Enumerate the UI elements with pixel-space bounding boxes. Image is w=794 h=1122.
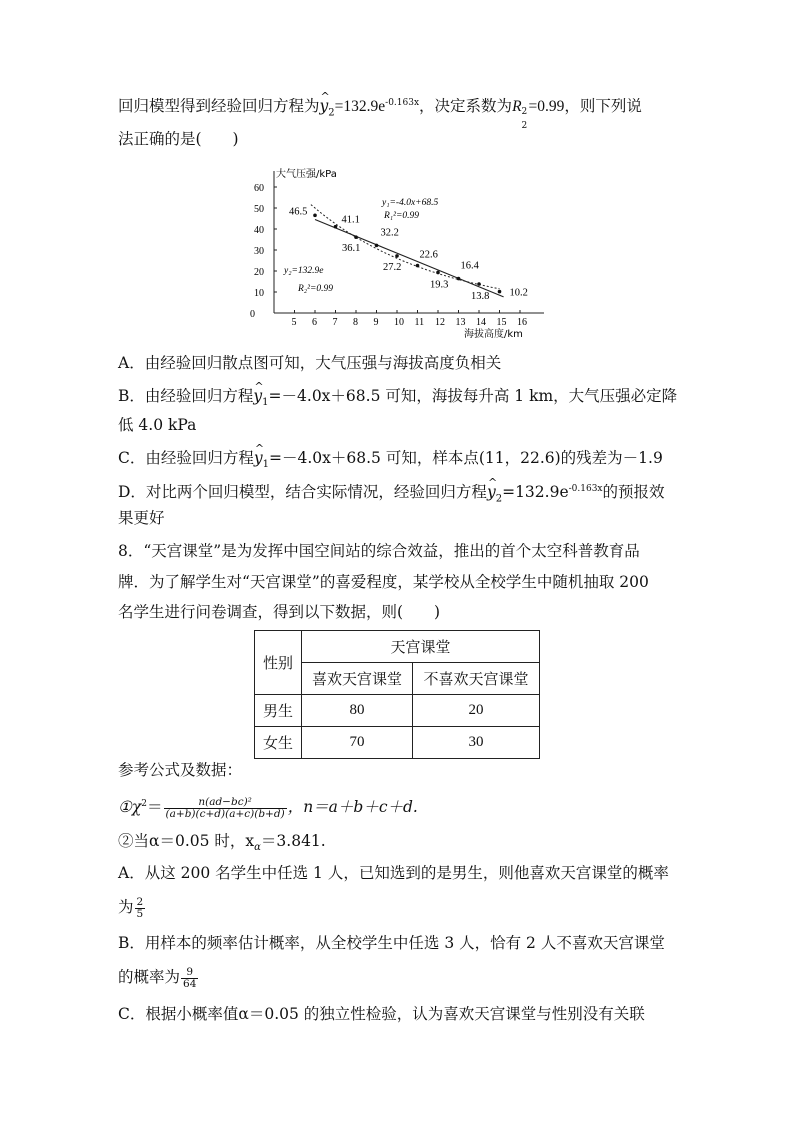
- eq2-exponent: -0.163x: [385, 98, 420, 108]
- table-row: 男生 80 20: [255, 695, 540, 727]
- r2-label: R: [512, 98, 522, 116]
- data-point: [395, 254, 399, 258]
- q8-option-c: C．根据小概率值α＝0.05 的独立性检验，认为喜欢天宫课堂与性别没有关联: [118, 1005, 645, 1023]
- y-tick-label: 30: [254, 246, 264, 257]
- table-col-like: 喜欢天宫课堂: [302, 663, 413, 695]
- x-tick-label: 11: [414, 317, 425, 328]
- q7-option-b-cont: 低 4.0 kPa: [118, 416, 197, 434]
- q7-intro-line-1: 回归模型得到经验回归方程为^ $y_2=132.9e^{-0.163x}$，决定系数为R 2 2 =0.99，则下列说: [118, 92, 642, 124]
- data-point-label: 46.5: [289, 206, 308, 218]
- q8-option-b-cont: 的概率为 $\frac{9}{64}$: [118, 965, 197, 990]
- exp-fit-equation: y₂=132.9e: [284, 266, 324, 276]
- data-point: [416, 264, 420, 268]
- yhat-2: ^ y: [320, 95, 329, 117]
- data-point: [477, 282, 481, 286]
- data-point: [375, 244, 379, 248]
- data-point: [313, 214, 317, 218]
- q8-option-a-cont: 为 $\frac{2}{5}$: [118, 895, 144, 920]
- q8-line-2: 牌．为了解学生对“天宫课堂”的喜爱程度，某学校从全校学生中随机抽取 200: [118, 573, 649, 591]
- ref-title: 参考公式及数据：: [118, 761, 243, 779]
- q8-option-b: B．用样本的频率估计概率，从全校学生中任选 3 人，恰有 2 人不喜欢天宫课堂: [118, 934, 665, 952]
- q7-intro-text-b: ，决定系数为: [419, 97, 513, 116]
- y-tick-label: 20: [254, 267, 264, 278]
- data-point-label: 19.3: [430, 279, 449, 291]
- eq2-rhs: =132.9e: [334, 98, 386, 116]
- data-point: [354, 235, 358, 239]
- q8-line-3: 名学生进行问卷调查，得到以下数据，则( ): [118, 603, 441, 621]
- data-point: [334, 225, 338, 229]
- q7-intro-text: 回归模型得到经验回归方程为: [118, 97, 320, 116]
- data-point-label: 32.2: [380, 227, 399, 239]
- y-tick-label: 40: [254, 225, 264, 236]
- data-point: [498, 290, 502, 294]
- q7-option-b: B．由经验回归方程^ $y_1=-4.0x+68.5$ 可知，海拔每升高 1 km，大气压强必定降: [118, 385, 677, 414]
- x-tick-label: 10: [394, 317, 404, 328]
- q7-option-a: A．由经验回归散点图可知，大气压强与海拔高度负相关: [118, 354, 502, 372]
- q7-intro-line-2: 法正确的是( ): [118, 130, 239, 148]
- q8-option-a: A．从这 200 名学生中任选 1 人，已知选到的是男生，则他喜欢天宫课堂的概率: [118, 864, 669, 882]
- exp-fit-r2: R₂²=0.99: [298, 284, 333, 294]
- linear-fit-line: [315, 220, 504, 297]
- linear-fit-r2: R₁²=0.99: [384, 211, 419, 221]
- data-point-label: 36.1: [342, 243, 361, 255]
- y-tick-label: 50: [254, 204, 264, 215]
- y-tick-label: 10: [254, 288, 264, 299]
- q7-option-c: C．由经验回归方程^ $y_1=-4.0x+68.5$ 可知，样本点(11，22.6)的残差为－1.9: [118, 447, 663, 476]
- data-point: [436, 271, 440, 275]
- q8-line-1: 8．“天宫课堂”是为发挥中国空间站的综合效益，推出的首个太空科普教育品: [118, 542, 640, 560]
- origin-label: 0: [250, 309, 255, 320]
- x-tick-label: 13: [455, 317, 466, 328]
- y-tick-label: 60: [254, 183, 264, 194]
- formula-2: ②当α＝0.05 时，$x_\alpha=3.841$.: [118, 832, 326, 854]
- data-point-label: 22.6: [419, 249, 438, 261]
- table-row: 女生 70 30: [255, 727, 540, 759]
- x-tick-label: 5: [291, 317, 297, 328]
- formula-1: $①\chi^2=$ $\frac{\text{n(ad−bc)²}}{(a+b)(c+d)(a+c)(b+d)}$ ，n＝a＋b＋c＋d.: [118, 795, 418, 820]
- table-header-group: 天宫课堂: [302, 631, 540, 663]
- data-point: [457, 277, 461, 281]
- x-tick-label: 16: [517, 317, 527, 328]
- x-tick-label: 12: [435, 317, 445, 328]
- table-header-gender: 性别: [255, 631, 302, 695]
- r2-value: =0.99，则下列说: [528, 98, 642, 116]
- x-tick-label: 9: [373, 317, 379, 328]
- x-tick-label: 15: [496, 317, 507, 328]
- data-point-label: 16.4: [460, 260, 479, 272]
- x-tick-label: 7: [332, 317, 338, 328]
- data-point-label: 10.2: [509, 287, 528, 299]
- q7-option-d: D．对比两个回归模型，结合实际情况，经验回归方程^ $y_2=132.9e^{-0.163x}$的预报效: [118, 478, 665, 510]
- x-tick-label: 8: [353, 317, 358, 328]
- data-point-label: 27.2: [383, 261, 402, 273]
- x-tick-label: 6: [312, 317, 317, 328]
- table-col-dislike: 不喜欢天宫课堂: [413, 663, 540, 695]
- x-tick-label: 14: [476, 317, 486, 328]
- y-axis-label: 大气压强/kPa: [276, 169, 337, 180]
- data-point-label: 13.8: [471, 291, 490, 303]
- q7-option-d-cont: 果更好: [118, 509, 165, 527]
- x-axis-label: 海拔高度/km: [464, 329, 523, 340]
- linear-fit-equation: y₁=-4.0x+68.5: [382, 198, 439, 208]
- data-point-label: 41.1: [341, 214, 360, 226]
- pressure-altitude-chart: [246, 165, 546, 345]
- survey-table: [254, 630, 540, 759]
